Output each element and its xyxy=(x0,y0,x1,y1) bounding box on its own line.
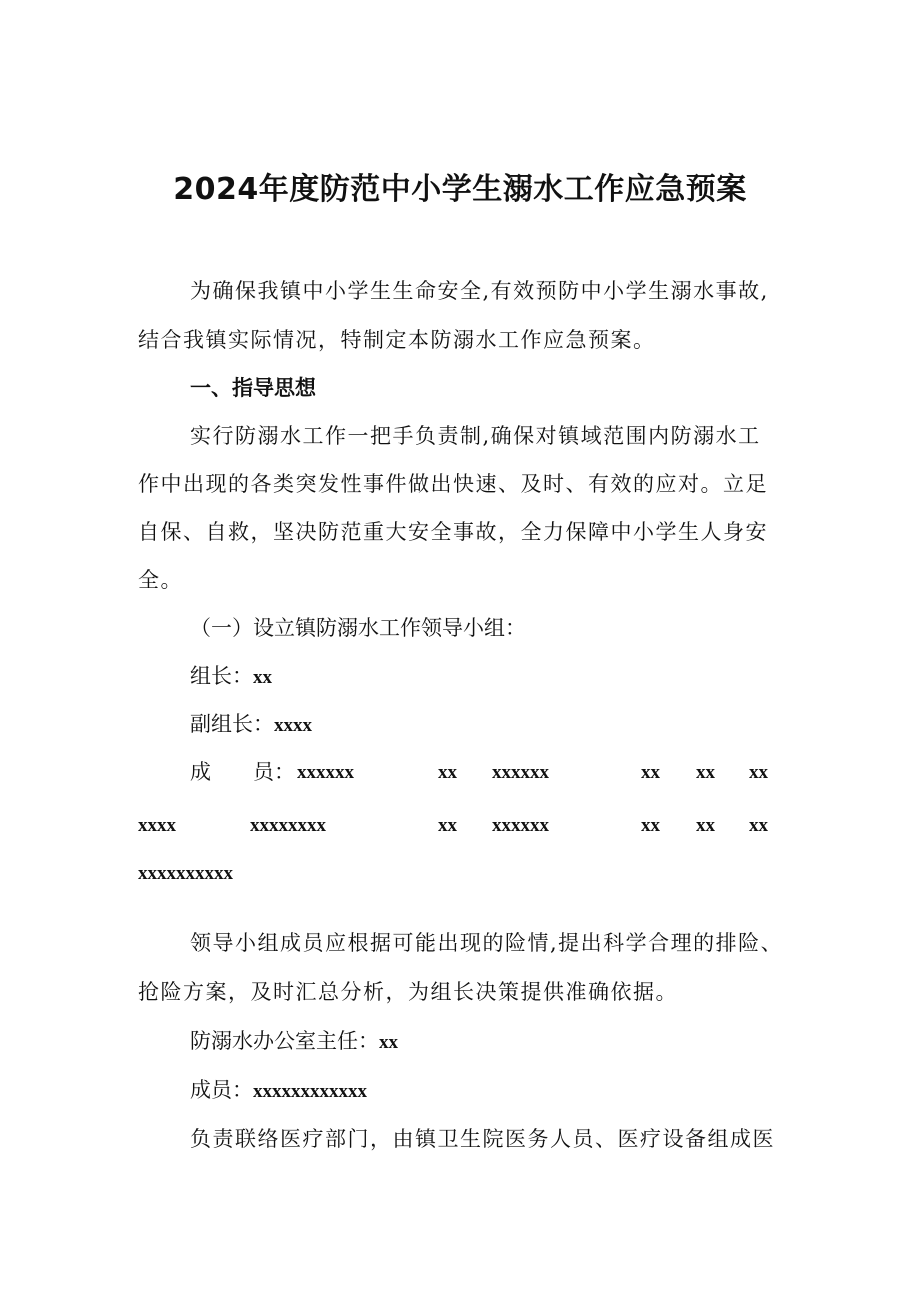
subsection-heading-leading-group: （一）设立镇防溺水工作领导小组： xyxy=(190,616,526,640)
office-director-label: 防溺水办公室主任： xyxy=(190,1029,379,1053)
members-row1-name: xxxxxx xyxy=(492,762,549,783)
members-row1-name: xx xyxy=(696,762,715,783)
paragraph3-line-1: 负责联络医疗部门，由镇卫生院医务人员、医疗设备组成医 xyxy=(190,1127,775,1151)
leader-row xyxy=(190,661,272,693)
section-heading-guiding-ideology: 一、指导思想 xyxy=(190,376,316,400)
office-members-value: xxxxxxxxxxxx xyxy=(253,1081,367,1102)
deputy-value: xxxx xyxy=(274,715,312,736)
members-row2-name: xxxxxx xyxy=(492,815,549,836)
section1-line-2: 作中出现的各类突发性事件做出快速、及时、有效的应对。立足 xyxy=(138,472,768,496)
office-members-label: 成员： xyxy=(190,1078,253,1102)
leader-value: xx xyxy=(253,667,272,688)
members-label: 成 员： xyxy=(190,760,295,784)
paragraph2-line-1: 领导小组成员应根据可能出现的险情,提出科学合理的排险、 xyxy=(190,931,784,955)
document-title: 2024年度防范中小学生溺水工作应急预案 xyxy=(173,172,747,207)
section1-line-3: 自保、自救，坚决防范重大安全事故，全力保障中小学生人身安 xyxy=(138,520,768,544)
members-row2-name: xx xyxy=(696,815,715,836)
members-row2-name: xxxxxxxx xyxy=(250,815,326,836)
office-director-value: xx xyxy=(379,1032,398,1053)
paragraph2-line-2: 抢险方案，及时汇总分析，为组长决策提供准确依据。 xyxy=(138,980,678,1004)
leader-label: 组长： xyxy=(190,664,253,688)
members-row2-name: xx xyxy=(641,815,660,836)
office-director-row xyxy=(190,1026,398,1058)
deputy-row xyxy=(190,709,312,741)
office-members-row xyxy=(190,1075,367,1107)
members-row1-name: xx xyxy=(438,762,457,783)
members-row2-name: xxxx xyxy=(138,815,176,836)
members-row1-name: xx xyxy=(641,762,660,783)
deputy-label: 副组长： xyxy=(190,712,274,736)
members-row1-name: xxxxxx xyxy=(297,762,354,783)
intro-line-1: 为确保我镇中小学生生命安全,有效预防中小学生溺水事故, xyxy=(190,279,769,303)
members-row3-name: xxxxxxxxxx xyxy=(138,863,233,884)
members-row2-name: xx xyxy=(749,815,768,836)
section1-line-4: 全。 xyxy=(138,568,183,592)
section1-line-1: 实行防溺水工作一把手负责制,确保对镇域范围内防溺水工 xyxy=(190,424,761,448)
members-row2-name: xx xyxy=(438,815,457,836)
members-row1-name: xx xyxy=(749,762,768,783)
intro-line-2: 结合我镇实际情况，特制定本防溺水工作应急预案。 xyxy=(138,328,656,352)
